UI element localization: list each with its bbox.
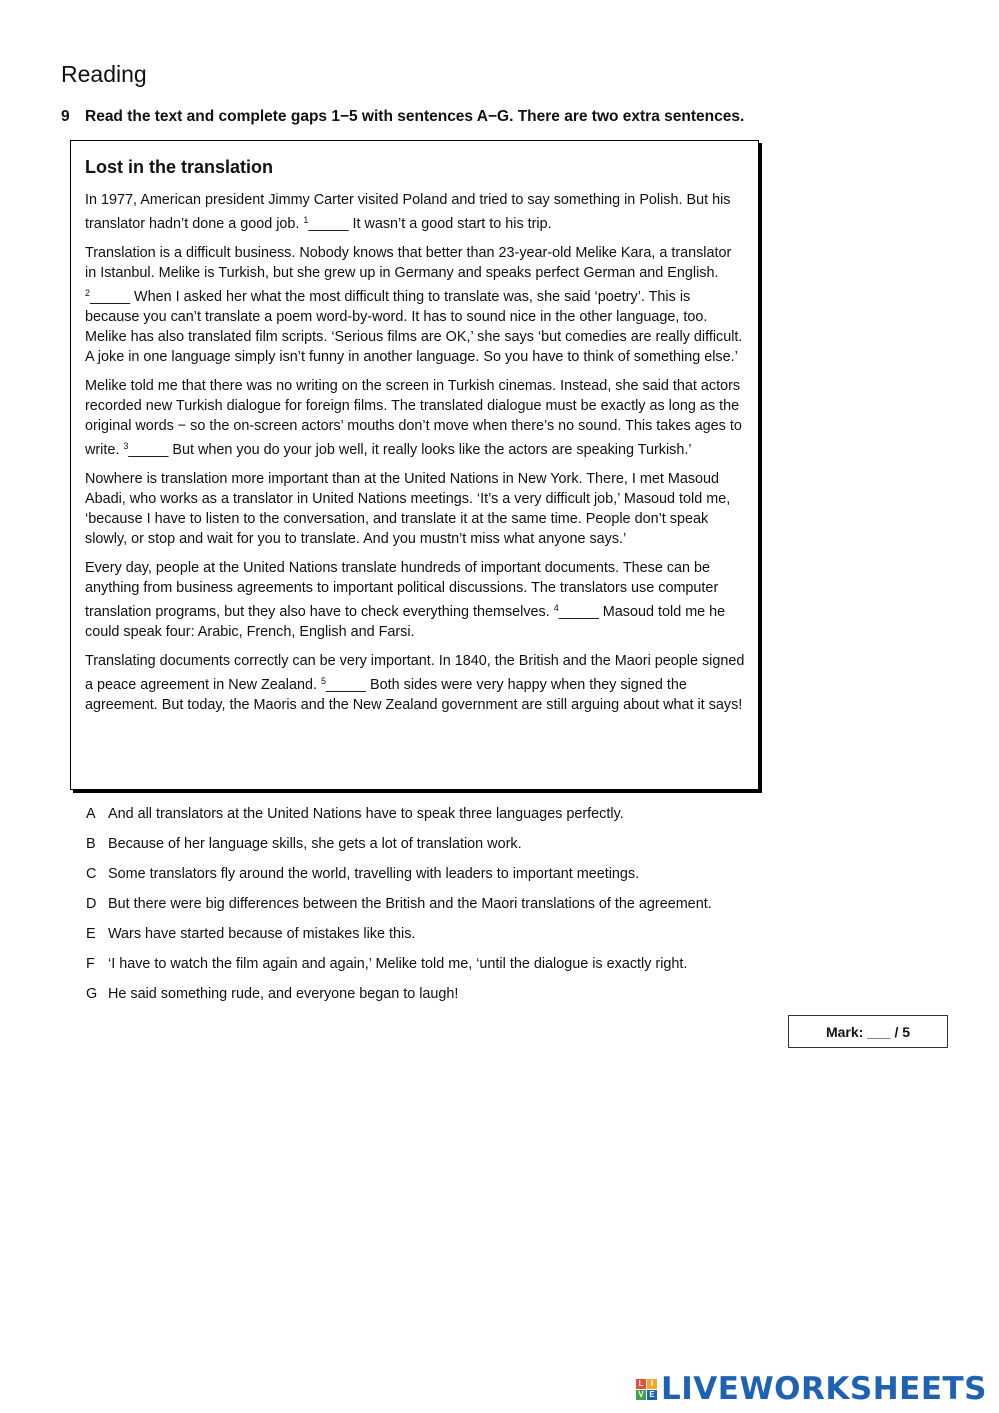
option-item: [86, 803, 786, 833]
option-letter: D: [86, 896, 97, 912]
option-letter: C: [86, 866, 97, 882]
gap-number: 4: [553, 603, 559, 613]
gap-blank[interactable]: _____: [308, 216, 349, 232]
option-item: [86, 833, 786, 863]
option-letter: G: [86, 986, 98, 1002]
option-text: Wars have started because of mistakes like this.: [108, 926, 416, 942]
paragraph-text: It wasn’t a good start to his trip.: [348, 216, 552, 232]
option-letter: E: [86, 926, 96, 942]
option-item: [86, 893, 786, 923]
brand-name: LIVEWORKSHEETS: [661, 1371, 987, 1407]
option-text: But there were big differences between the British and the Maori translations of the agreement.: [108, 896, 712, 912]
paragraph-text: In 1977, American president Jimmy Carter visited Poland and tried to say something in Polish. But his translator hadn’t done a good job.: [85, 192, 731, 232]
paragraph-text: Translation is a difficult business. Nobody knows that better than 23-year-old Melike Kara, a translator in Istanbul. Melike is Turkish, but she grew up in Germany and speaks perfect German and English.: [85, 245, 732, 281]
option-text: Some translators fly around the world, travelling with leaders to important meetings.: [108, 866, 640, 882]
paragraph-text: But when you do your job well, it really looks like the actors are speaking Turkish.’: [168, 442, 692, 458]
gap-number: 5: [321, 676, 327, 686]
mark-label: Mark:: [825, 1023, 864, 1040]
gap-blank[interactable]: _____: [90, 289, 131, 305]
gap-number: 2: [85, 288, 91, 298]
liveworksheets-logo-icon: [636, 1379, 657, 1400]
article-paragraph: [85, 376, 745, 460]
option-letter: F: [86, 956, 95, 972]
option-text: Because of her language skills, she gets a lot of translation work.: [108, 836, 522, 852]
paragraph-text: Masoud told me he could speak four: Arabic, French, English and Farsi.: [85, 604, 726, 640]
logo-square: E: [647, 1390, 657, 1400]
option-item: [86, 923, 786, 953]
option-text: He said something rude, and everyone began to laugh!: [108, 986, 459, 1002]
liveworksheets-branding: [636, 1372, 987, 1406]
gap-blank[interactable]: _____: [558, 604, 599, 620]
section-title: Reading: [61, 61, 147, 87]
paragraph-text: When I asked her what the most difficult thing to translate was, she said ‘poetry’. This is because you can’t translate a poem word-by-word. It has to sound nice in the other language, too. Melike has also translated film scripts. ‘Serious films are OK,’ she says ‘but comedies are really difficult. A joke in one language simply isn’t funny in another language. So you have to think of something else.’: [85, 289, 743, 365]
gap-number: 1: [303, 215, 309, 225]
option-letter: B: [86, 836, 96, 852]
mark-total: / 5: [894, 1023, 911, 1040]
gap-blank[interactable]: _____: [326, 677, 367, 693]
exercise-instruction: [61, 108, 961, 126]
option-letter: A: [86, 806, 96, 822]
gap-number: 3: [123, 441, 129, 451]
sentence-options-list: [86, 803, 786, 1013]
option-item: [86, 983, 786, 1013]
logo-square: V: [636, 1390, 646, 1400]
option-text: And all translators at the United Nations have to speak three languages perfectly.: [108, 806, 624, 822]
article-paragraph: [85, 651, 745, 715]
paragraph-text: Melike told me that there was no writing on the screen in Turkish cinemas. Instead, she said that actors recorded new Turkish dialogue for foreign films. The translated dialogue must be exactly as long as the original words − so the on-screen actors’ mouths don’t move when there’s no sound. This takes ages to write.: [85, 378, 742, 458]
article-title: Lost in the translation: [85, 157, 274, 177]
instruction-text: Read the text and complete gaps 1−5 with sentences A−G. There are two extra sentences.: [85, 108, 745, 125]
mark-input[interactable]: ___: [867, 1023, 891, 1040]
mark-box: [788, 1015, 948, 1048]
article-paragraph: [85, 469, 745, 549]
paragraph-text: Nowhere is translation more important than at the United Nations in New York. There, I met Masoud Abadi, who works as a translator in United Nations meetings. ‘It’s a very difficult job,’ Masoud told me, ‘because I have to listen to the conversation, and translate it at the same time. People don’t speak slowly, or stop and wait for you to translate. And you mustn’t miss what anyone says.’: [85, 471, 731, 547]
article-paragraph: [85, 243, 745, 367]
paragraph-text: Both sides were very happy when they signed the agreement. But today, the Maoris and the New Zealand government are still arguing about what it says!: [85, 677, 743, 713]
exercise-number: 9: [61, 108, 70, 125]
paragraph-text: Every day, people at the United Nations translate hundreds of important documents. These can be anything from business agreements to important political discussions. The translators use computer translation programs, but they also have to check everything themselves.: [85, 560, 719, 620]
logo-square: I: [647, 1379, 657, 1389]
option-text: ‘I have to watch the film again and again,’ Melike told me, ‘until the dialogue is exactly right.: [108, 956, 688, 972]
logo-square: L: [636, 1379, 646, 1389]
article-paragraph: [85, 190, 745, 234]
article-body: [85, 190, 745, 715]
article-box: [70, 140, 759, 790]
article-paragraph: [85, 558, 745, 642]
option-item: [86, 863, 786, 893]
paragraph-text: Translating documents correctly can be very important. In 1840, the British and the Maori people signed a peace agreement in New Zealand.: [85, 653, 745, 693]
option-item: [86, 953, 786, 983]
gap-blank[interactable]: _____: [128, 442, 169, 458]
